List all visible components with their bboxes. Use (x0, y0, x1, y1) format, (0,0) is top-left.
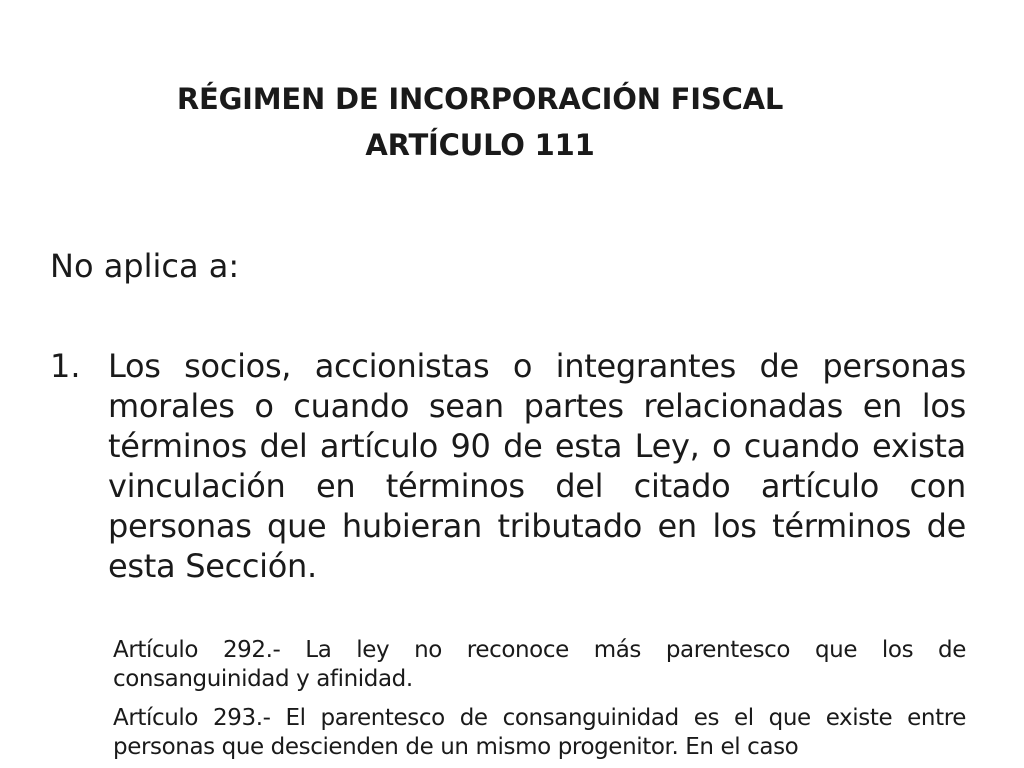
numbered-item-1 (50, 346, 966, 586)
note-articulo-293: Artículo 293.- El parentesco de consanguinidad es el que existe entre personas que descienden de un mismo progenitor. En el caso (113, 705, 966, 760)
title-line-1: RÉGIMEN DE INCORPORACIÓN FISCAL (176, 82, 784, 116)
item-text: Los socios, accionistas o integrantes de personas morales o cuando sean partes relacionadas en los términos del artículo 90 de esta Ley, o cuando exista vinculación en términos del citado artículo con personas que hubieran tributado en los términos de esta Sección. (108, 347, 966, 585)
title-line-2: ARTÍCULO 111 (365, 128, 595, 162)
slide-title (0, 76, 960, 168)
intro-text: No aplica a: (50, 247, 240, 285)
item-number: 1. (50, 347, 81, 385)
note-articulo-292: Artículo 292.- La ley no reconoce más parentesco que los de consanguinidad y afinidad. (113, 637, 966, 692)
